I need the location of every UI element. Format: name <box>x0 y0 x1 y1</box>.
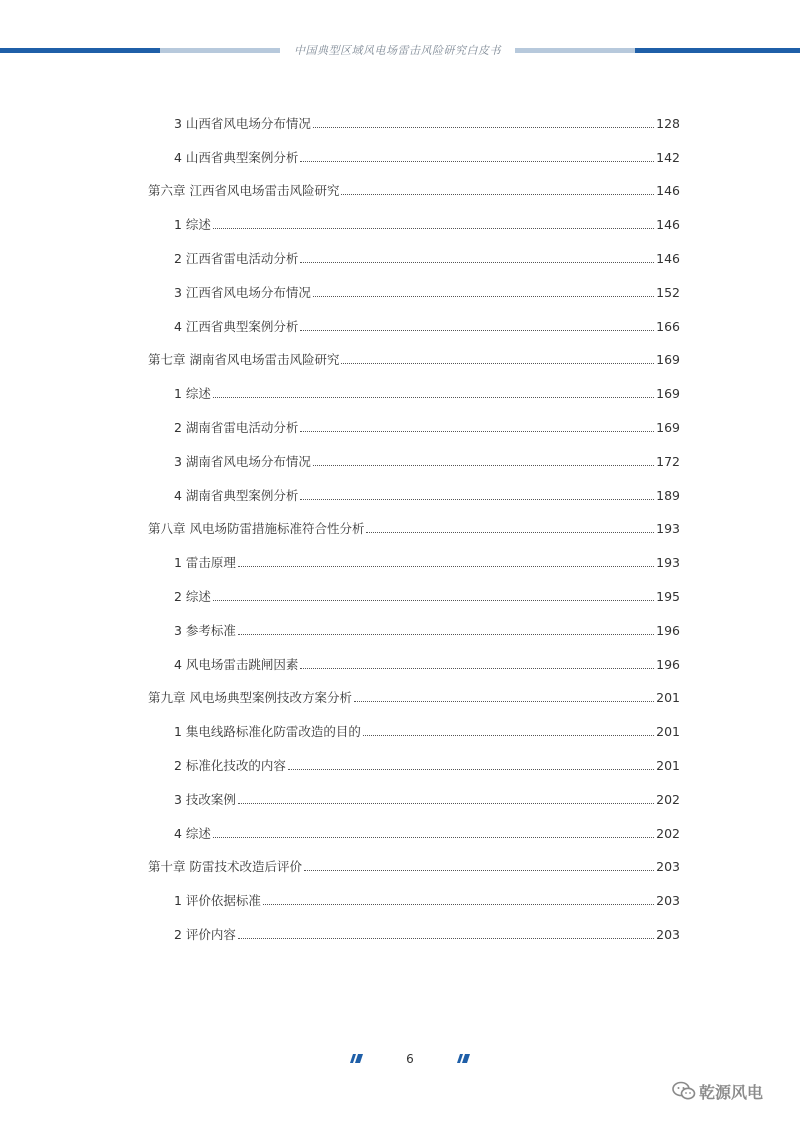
toc-section-entry[interactable] <box>148 537 680 571</box>
toc-chapter-entry[interactable] <box>148 673 680 707</box>
page-number: 6 <box>406 1052 414 1066</box>
toc-dot-leader <box>238 565 654 567</box>
header-bar-left-light <box>160 48 280 53</box>
toc-entry-title: 1 评价依据标准 <box>174 893 261 909</box>
toc-entry-title: 2 江西省雷电活动分析 <box>174 250 299 266</box>
page-header <box>0 44 800 58</box>
toc-entry-title: 2 综述 <box>174 588 211 604</box>
toc-entry-title: 3 技改案例 <box>174 791 236 807</box>
toc-entry-page: 146 <box>656 217 680 233</box>
toc-dot-leader <box>341 362 654 364</box>
toc-entry-page: 201 <box>656 690 680 706</box>
toc-chapter-entry[interactable] <box>148 842 680 876</box>
toc-section-entry[interactable] <box>148 774 680 808</box>
toc-dot-leader <box>238 633 654 635</box>
toc-entry-title: 第九章 风电场典型案例技改方案分析 <box>148 690 352 706</box>
toc-entry-page: 203 <box>656 893 680 909</box>
toc-dot-leader <box>238 937 654 939</box>
toc-dot-leader <box>366 531 654 533</box>
toc-dot-leader <box>313 295 654 297</box>
toc-entry-page: 128 <box>656 115 680 131</box>
toc-entry-title: 4 综述 <box>174 825 211 841</box>
toc-entry-title: 1 集电线路标准化防雷改造的目的 <box>174 724 361 740</box>
toc-dot-leader <box>354 700 654 702</box>
toc-dot-leader <box>213 599 654 601</box>
toc-entry-page: 169 <box>656 419 680 435</box>
toc-entry-title: 3 山西省风电场分布情况 <box>174 115 311 131</box>
toc-entry-page: 202 <box>656 791 680 807</box>
toc-entry-title: 第十章 防雷技术改造后评价 <box>148 859 302 875</box>
toc-entry-title: 1 雷击原理 <box>174 555 236 571</box>
toc-entry-title: 3 参考标准 <box>174 622 236 638</box>
toc-dot-leader <box>313 126 654 128</box>
toc-section-entry[interactable] <box>148 909 680 943</box>
page-marker-right-icon <box>457 1054 470 1063</box>
toc-dot-leader <box>363 734 654 736</box>
header-bar-right-light <box>515 48 635 53</box>
toc-dot-leader <box>213 227 654 229</box>
toc-section-entry[interactable] <box>148 436 680 470</box>
toc-entry-page: 152 <box>656 284 680 300</box>
toc-section-entry[interactable] <box>148 233 680 267</box>
toc-section-entry[interactable] <box>148 605 680 639</box>
toc-entry-page: 172 <box>656 453 680 469</box>
toc-entry-page: 203 <box>656 926 680 942</box>
toc-entry-page: 169 <box>656 386 680 402</box>
toc-dot-leader <box>300 329 654 331</box>
toc-entry-page: 196 <box>656 656 680 672</box>
toc-section-entry[interactable] <box>148 199 680 233</box>
toc-dot-leader <box>213 396 654 398</box>
toc-dot-leader <box>300 498 654 500</box>
page-marker-left-icon <box>350 1054 363 1063</box>
toc-chapter-entry[interactable] <box>148 335 680 369</box>
toc-entry-page: 201 <box>656 724 680 740</box>
toc-entry-title: 1 综述 <box>174 386 211 402</box>
toc-entry-page: 166 <box>656 318 680 334</box>
toc-section-entry[interactable] <box>148 706 680 740</box>
toc-entry-page: 142 <box>656 149 680 165</box>
toc-dot-leader <box>300 667 654 669</box>
table-of-contents <box>148 98 680 943</box>
toc-entry-page: 146 <box>656 183 680 199</box>
toc-entry-title: 4 湖南省典型案例分析 <box>174 487 299 503</box>
toc-section-entry[interactable] <box>148 808 680 842</box>
toc-dot-leader <box>313 464 654 466</box>
page-footer <box>350 1051 470 1067</box>
toc-dot-leader <box>288 768 654 770</box>
toc-section-entry[interactable] <box>148 875 680 909</box>
watermark <box>672 1079 763 1103</box>
toc-entry-title: 2 标准化技改的内容 <box>174 757 286 773</box>
toc-dot-leader <box>300 160 654 162</box>
toc-section-entry[interactable] <box>148 368 680 402</box>
toc-entry-page: 189 <box>656 487 680 503</box>
toc-dot-leader <box>300 261 654 263</box>
watermark-text: 乾源风电 <box>699 1082 764 1102</box>
toc-entry-page: 193 <box>656 521 680 537</box>
toc-entry-page: 196 <box>656 622 680 638</box>
toc-entry-page: 169 <box>656 352 680 368</box>
toc-entry-title: 第八章 风电场防雷措施标准符合性分析 <box>148 521 365 537</box>
toc-entry-title: 2 评价内容 <box>174 926 236 942</box>
toc-section-entry[interactable] <box>148 470 680 504</box>
header-bar-left <box>0 48 160 53</box>
toc-chapter-entry[interactable] <box>148 166 680 200</box>
toc-dot-leader <box>263 903 654 905</box>
toc-entry-title: 第六章 江西省风电场雷击风险研究 <box>148 183 340 199</box>
toc-entry-title: 3 湖南省风电场分布情况 <box>174 453 311 469</box>
toc-entry-title: 第七章 湖南省风电场雷击风险研究 <box>148 352 340 368</box>
toc-entry-page: 202 <box>656 825 680 841</box>
toc-section-entry[interactable] <box>148 98 680 132</box>
wechat-icon <box>672 1081 696 1101</box>
toc-section-entry[interactable] <box>148 301 680 335</box>
toc-entry-page: 203 <box>656 859 680 875</box>
toc-entry-title: 2 湖南省雷电活动分析 <box>174 419 299 435</box>
header-bar-right <box>635 48 800 53</box>
toc-entry-title: 4 山西省典型案例分析 <box>174 149 299 165</box>
toc-dot-leader <box>304 869 654 871</box>
toc-entry-page: 193 <box>656 555 680 571</box>
toc-dot-leader <box>300 430 654 432</box>
toc-dot-leader <box>238 802 654 804</box>
toc-section-entry[interactable] <box>148 132 680 166</box>
toc-chapter-entry[interactable] <box>148 504 680 538</box>
toc-entry-page: 195 <box>656 588 680 604</box>
toc-section-entry[interactable] <box>148 571 680 605</box>
toc-dot-leader <box>213 836 654 838</box>
toc-section-entry[interactable] <box>148 267 680 301</box>
toc-entry-page: 146 <box>656 250 680 266</box>
toc-section-entry[interactable] <box>148 639 680 673</box>
toc-section-entry[interactable] <box>148 740 680 774</box>
toc-section-entry[interactable] <box>148 402 680 436</box>
toc-entry-title: 3 江西省风电场分布情况 <box>174 284 311 300</box>
toc-entry-page: 201 <box>656 757 680 773</box>
toc-dot-leader <box>341 193 654 195</box>
toc-entry-title: 4 江西省典型案例分析 <box>174 318 299 334</box>
toc-entry-title: 4 风电场雷击跳闸因素 <box>174 656 299 672</box>
toc-entry-title: 1 综述 <box>174 217 211 233</box>
header-title: 中国典型区域风电场雷击风险研究白皮书 <box>294 44 501 57</box>
